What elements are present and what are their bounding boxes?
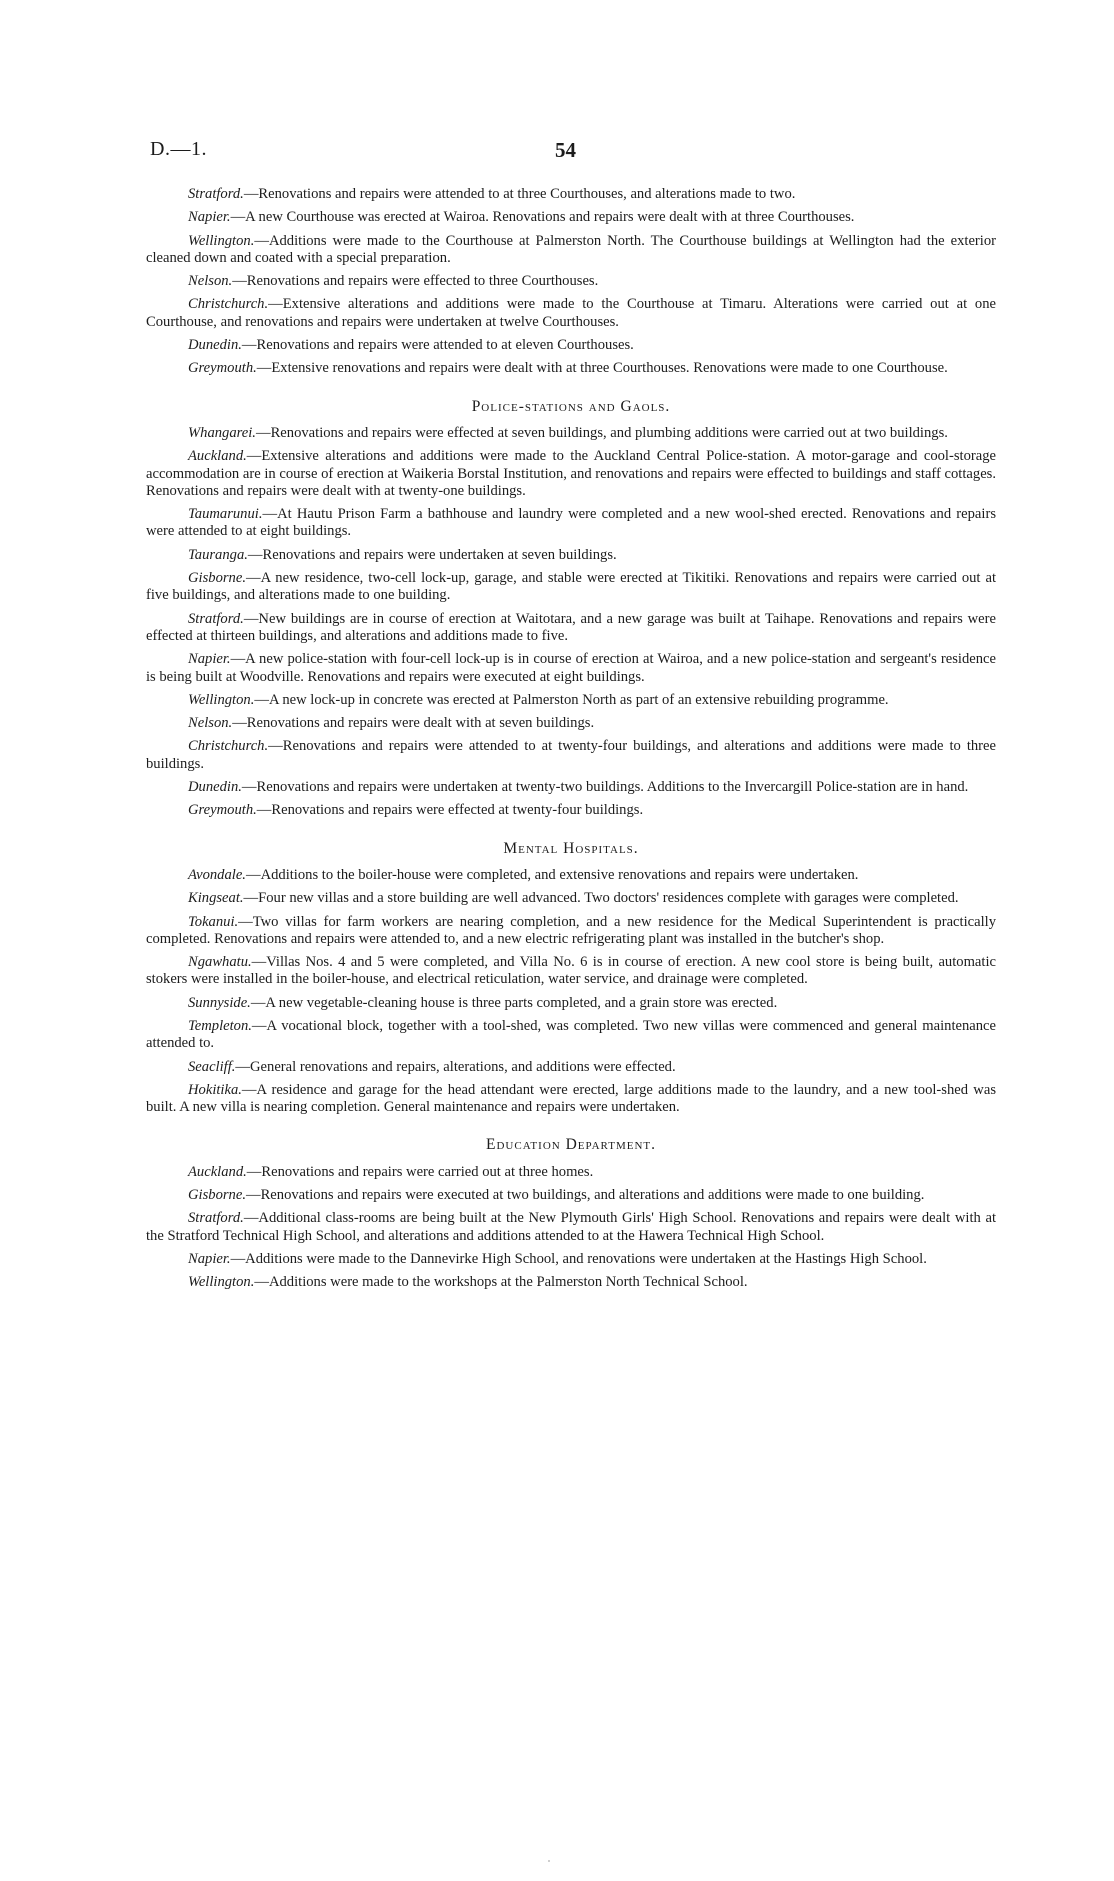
district-name: Taumarunui. — [188, 506, 263, 523]
page-number: 54 — [555, 138, 576, 162]
report-paragraph — [146, 1274, 996, 1291]
paragraph-text: —Additions were made to the Dannevirke High School, and renovations were undertaken at the Hastings High School. — [230, 1250, 927, 1267]
section-heading: Police-stations and Gaols. — [471, 397, 671, 415]
report-paragraph — [146, 914, 996, 949]
report-paragraph — [146, 273, 996, 290]
scan-mark — [548, 1860, 550, 1862]
district-name: Wellington. — [188, 1274, 255, 1291]
paragraph-text: —A new vegetable-cleaning house is three parts completed, and a grain store was erected. — [250, 994, 778, 1011]
paragraph-text: —A new lock-up in concrete was erected at Palmerston North as part of an extensive rebuilding programme. — [254, 691, 889, 708]
paragraph-text: —Renovations and repairs were dealt with at seven buildings. — [232, 715, 595, 732]
district-name: Nelson. — [188, 273, 233, 290]
paragraph-text: —Additional class-rooms are being built at the New Plymouth Girls' High School. Renovations and repairs were dealt with at the Stratford Technical High School, and alterations and additions attended to at the Hawera Technical High School. — [146, 1210, 996, 1244]
section-heading: Mental Hospitals. — [503, 839, 639, 857]
report-paragraph — [146, 715, 996, 732]
paragraph-text: —General renovations and repairs, alterations, and additions were effected. — [235, 1058, 676, 1075]
district-name: Wellington. — [188, 232, 255, 249]
report-paragraph — [146, 1187, 996, 1204]
report-paragraph — [146, 547, 996, 564]
district-name: Tauranga. — [188, 546, 248, 563]
district-name: Greymouth. — [188, 360, 257, 377]
district-name: Templeton. — [188, 1017, 252, 1034]
district-name: Stratford. — [188, 1210, 244, 1227]
report-paragraph — [146, 779, 996, 796]
district-name: Greymouth. — [188, 802, 257, 819]
report-paragraph — [146, 233, 996, 268]
document-code: D.—1. — [150, 138, 207, 160]
report-paragraph — [146, 570, 996, 605]
district-name: Stratford. — [188, 186, 244, 202]
report-paragraph — [146, 186, 996, 203]
section-heading: Education Department. — [486, 1136, 656, 1154]
paragraph-text: —Renovations and repairs were effected to three Courthouses. — [232, 273, 599, 290]
report-paragraph — [146, 296, 996, 331]
district-name: Gisborne. — [188, 1187, 246, 1204]
paragraph-text: —A new police-station with four-cell lock-up is in course of erection at Wairoa, and a new police-station and sergeant's residence is being built at Woodville. Renovations and repairs were executed at eight buildings. — [146, 651, 996, 685]
report-paragraph — [146, 448, 996, 500]
district-name: Napier. — [188, 1250, 231, 1267]
paragraph-text: —A residence and garage for the head attendant were erected, large additions made to the laundry, and a new tool-shed was built. A new villa is nearing completion. General maintenance and repairs were undertaken. — [146, 1081, 996, 1116]
report-paragraph — [146, 1018, 996, 1053]
report-body — [146, 186, 996, 1298]
report-paragraph — [146, 692, 996, 709]
district-name: Gisborne. — [188, 570, 246, 587]
paragraph-text: —Extensive alterations and additions were made to the Courthouse at Timaru. Alterations were carried out at one Courthouse, and renovations and repairs were undertaken at twelve Courthouses. — [146, 296, 996, 330]
paragraph-text: —Renovations and repairs were attended to at three Courthouses, and alterations made to two. — [243, 186, 796, 202]
paragraph-text: —Renovations and repairs were executed at two buildings, and alterations and additions were made to one building. — [245, 1187, 925, 1204]
district-name: Avondale. — [188, 866, 246, 883]
report-paragraph — [146, 995, 996, 1012]
paragraph-text: —Renovations and repairs were attended to at twenty-four buildings, and alterations and additions were made to three buildings. — [146, 738, 996, 772]
paragraph-text: —A new residence, two-cell lock-up, garage, and stable were erected at Tikitiki. Renovations and repairs were carried out at five buildings, and alterations made to one building. — [146, 570, 996, 604]
district-name: Auckland. — [188, 1163, 247, 1180]
district-name: Auckland. — [188, 448, 247, 465]
paragraph-text: —A new Courthouse was erected at Wairoa. Renovations and repairs were dealt with at three Courthouses. — [230, 209, 855, 226]
district-name: Sunnyside. — [188, 994, 251, 1011]
report-paragraph — [146, 1251, 996, 1268]
paragraph-text: —Renovations and repairs were undertaken at seven buildings. — [247, 546, 617, 563]
report-paragraph — [146, 611, 996, 646]
paragraph-text: —A vocational block, together with a tool-shed, was completed. Two new villas were commenced and general maintenance attended to. — [146, 1017, 996, 1052]
paragraph-text: —Four new villas and a store building are well advanced. Two doctors' residences complete with garages were completed. — [243, 890, 959, 907]
district-name: Napier. — [188, 209, 231, 226]
paragraph-text: —Additions were made to the workshops at the Palmerston North Technical School. — [254, 1274, 748, 1291]
district-name: Tokanui. — [188, 913, 239, 930]
district-name: Ngawhatu. — [188, 954, 252, 971]
district-name: Stratford. — [188, 610, 244, 627]
report-paragraph — [146, 1059, 996, 1076]
report-paragraph — [146, 738, 996, 773]
paragraph-text: —Villas Nos. 4 and 5 were completed, and Villa No. 6 is in course of erection. A new cool store is being built, automatic stokers were installed in the boiler-house, and electrical reticulation, water service, and drainage were completed. — [146, 954, 996, 988]
report-paragraph — [146, 425, 996, 442]
paragraph-text: —Additions to the boiler-house were completed, and extensive renovations and repairs were undertaken. — [245, 866, 859, 883]
paragraph-text: —Renovations and repairs were effected at twenty-four buildings. — [256, 802, 644, 819]
paragraph-text: —Extensive alterations and additions were made to the Auckland Central Police-station. A motor-garage and cool-storage accommodation are in course of erection at Waikeria Borstal Institution, and renovations and repairs were effected to buildings and staff cottages. Renovations and repairs were dealt with at twenty-one buildings. — [146, 448, 996, 499]
district-name: Nelson. — [188, 715, 233, 732]
paragraph-text: —Renovations and repairs were carried out at three homes. — [246, 1163, 594, 1180]
paragraph-text: —New buildings are in course of erection at Waitotara, and a new garage was built at Taihape. Renovations and repairs were effected at thirteen buildings, and alterations and additions made to five. — [146, 610, 996, 644]
district-name: Dunedin. — [188, 337, 242, 354]
district-name: Seacliff. — [188, 1058, 236, 1075]
district-name: Christchurch. — [188, 738, 269, 755]
report-paragraph — [146, 1164, 996, 1181]
paragraph-text: —Additions were made to the Courthouse at Palmerston North. The Courthouse buildings at Wellington had the exterior cleaned down and coated with a special preparation. — [146, 232, 996, 266]
report-paragraph — [146, 890, 996, 907]
report-paragraph — [146, 954, 996, 989]
district-name: Whangarei. — [188, 424, 256, 441]
report-paragraph — [146, 651, 996, 686]
report-paragraph — [146, 506, 996, 541]
paragraph-text: —Extensive renovations and repairs were dealt with at three Courthouses. Renovations were made to one Courthouse. — [256, 360, 948, 377]
district-name: Napier. — [188, 651, 231, 668]
paragraph-text: —Two villas for farm workers are nearing completion, and a new residence for the Medical Superintendent is practically completed. Renovations and repairs were attended to, and a new electric refrigerating plant was installed in the butcher's shop. — [146, 913, 996, 947]
paragraph-text: —Renovations and repairs were undertaken at twenty-two buildings. Additions to the Invercargill Police-station are in hand. — [241, 779, 969, 796]
paragraph-text: —At Hautu Prison Farm a bathhouse and laundry were completed and a new wool-shed erected. Renovations and repairs were attended to at eight buildings. — [146, 506, 996, 540]
paragraph-text: —Renovations and repairs were attended to at eleven Courthouses. — [241, 337, 634, 354]
report-paragraph — [146, 337, 996, 354]
district-name: Christchurch. — [188, 296, 269, 313]
district-name: Dunedin. — [188, 779, 242, 796]
paragraph-text: —Renovations and repairs were effected at seven buildings, and plumbing additions were carried out at two buildings. — [255, 424, 948, 441]
report-paragraph — [146, 360, 996, 377]
district-name: Kingseat. — [188, 890, 244, 907]
report-paragraph — [146, 867, 996, 884]
report-paragraph — [146, 1082, 996, 1117]
report-paragraph — [146, 1210, 996, 1245]
report-paragraph — [146, 802, 996, 819]
district-name: Wellington. — [188, 691, 255, 708]
district-name: Hokitika. — [188, 1081, 242, 1098]
report-paragraph — [146, 209, 996, 226]
